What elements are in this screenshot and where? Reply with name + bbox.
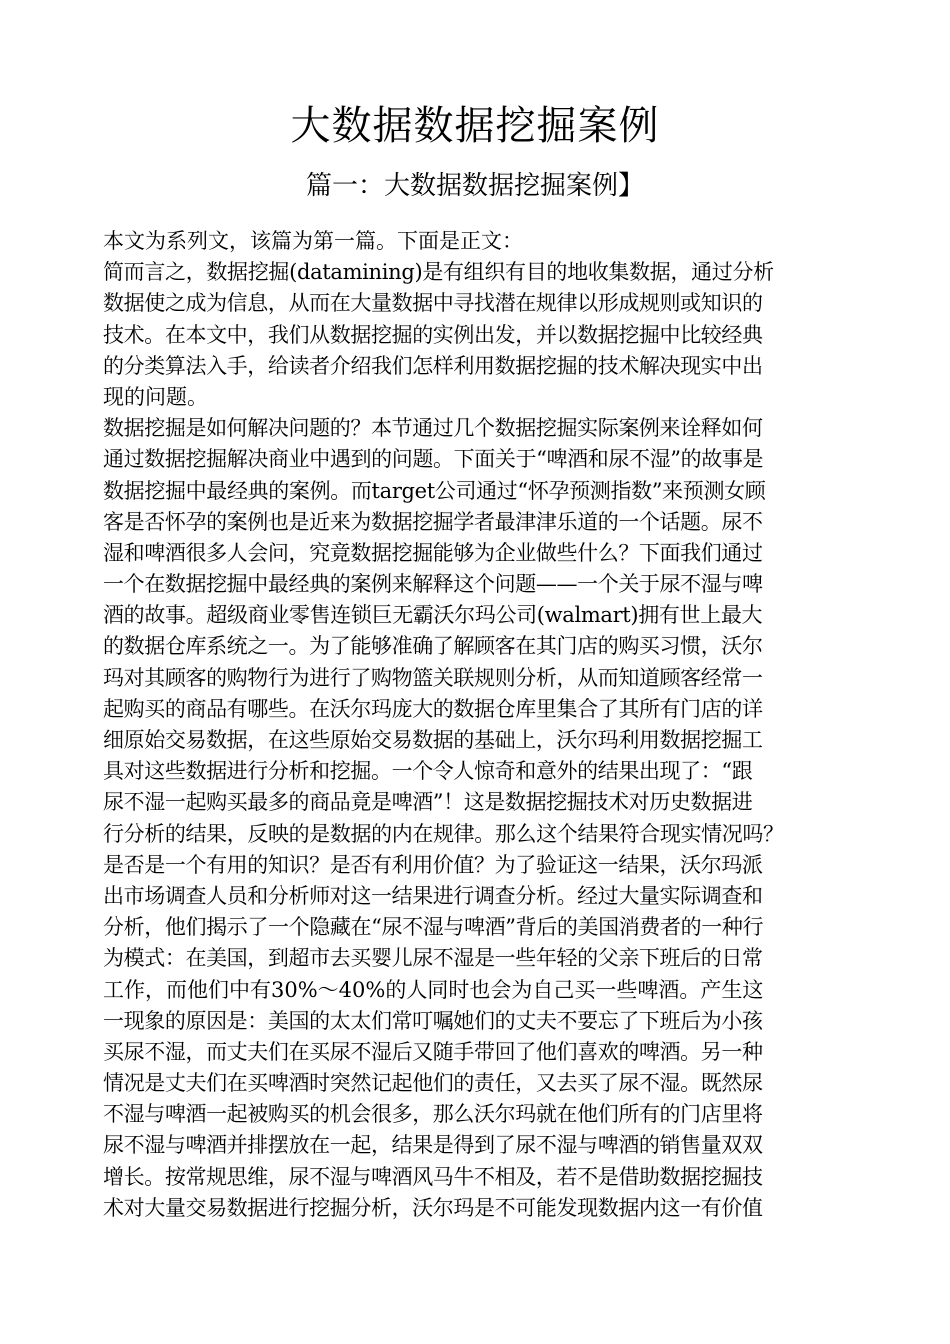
text-line: 的分类算法入手，给读者介绍我们怎样利用数据挖掘的技术解决现实中出 xyxy=(103,353,763,378)
text-line: 的数据仓库系统之一。为了能够准确了解顾客在其门店的购买习惯，沃尔 xyxy=(103,634,763,659)
text-line: 数据挖掘是如何解决问题的？本节通过几个数据挖掘实际案例来诠释如何 xyxy=(103,416,763,441)
text-line: 是否是一个有用的知识？是否有利用价值？为了验证这一结果，沃尔玛派 xyxy=(103,852,763,877)
text-line: 尿不湿与啤酒并排摆放在一起，结果是得到了尿不湿与啤酒的销售量双双 xyxy=(103,1133,763,1158)
text-line: 不湿与啤酒一起被购买的机会很多，那么沃尔玛就在他们所有的门店里将 xyxy=(103,1102,763,1127)
text-line: 尿不湿一起购买最多的商品竟是啤酒”！这是数据挖掘技术对历史数据进 xyxy=(103,790,753,815)
text-line: 技术。在本文中，我们从数据挖掘的实例出发，并以数据挖掘中比较经典 xyxy=(103,322,763,347)
text-line: 分析，他们揭示了一个隐藏在“尿不湿与啤酒”背后的美国消费者的一种行 xyxy=(103,915,764,940)
document-subtitle: 篇一：大数据数据挖掘案例】 xyxy=(305,171,644,201)
text-line: 本文为系列文，该篇为第一篇。下面是正文： xyxy=(103,229,523,253)
text-line: 为模式：在美国，到超市去买婴儿尿不湿是一些年轻的父亲下班后的日常 xyxy=(103,946,763,971)
text-line: 术对大量交易数据进行挖掘分析，沃尔玛是不可能发现数据内这一有价值 xyxy=(103,1195,763,1220)
text-line: 数据使之成为信息，从而在大量数据中寻找潜在规律以形成规则或知识的 xyxy=(103,291,763,316)
text-line: 客是否怀孕的案例也是近来为数据挖掘学者最津津乐道的一个话题。尿不 xyxy=(103,509,763,534)
text-line: 工作，而他们中有30%～40%的人同时也会为自己买一些啤酒。产生这 xyxy=(103,977,764,1002)
text-line: 具对这些数据进行分析和挖掘。一个令人惊奇和意外的结果出现了：“跟 xyxy=(103,759,753,784)
text-line: 玛对其顾客的购物行为进行了购物篮关联规则分析，从而知道顾客经常一 xyxy=(103,665,763,690)
text-line: 通过数据挖掘解决商业中遇到的问题。下面关于“啤酒和尿不湿”的故事是 xyxy=(103,447,764,472)
text-line: 增长。按常规思维，尿不湿与啤酒风马牛不相及，若不是借助数据挖掘技 xyxy=(103,1164,763,1189)
text-line: 现的问题。 xyxy=(103,384,208,409)
text-line: 买尿不湿，而丈夫们在买尿不湿后又随手带回了他们喜欢的啤酒。另一种 xyxy=(103,1039,763,1064)
text-line: 一个在数据挖掘中最经典的案例来解释这个问题——一个关于尿不湿与啤 xyxy=(103,572,763,597)
body-text xyxy=(103,226,863,1224)
text-line: 一现象的原因是：美国的太太们常叮嘱她们的丈夫不要忘了下班后为小孩 xyxy=(103,1008,763,1033)
document-title: 大数据数据挖掘案例 xyxy=(290,103,660,149)
text-line: 细原始交易数据，在这些原始交易数据的基础上，沃尔玛利用数据挖掘工 xyxy=(103,728,763,752)
text-line: 数据挖掘中最经典的案例。而target公司通过“怀孕预测指数”来预测女顾 xyxy=(103,478,766,503)
text-line: 出市场调查人员和分析师对这一结果进行调查分析。经过大量实际调查和 xyxy=(103,883,763,908)
text-line: 情况是丈夫们在买啤酒时突然记起他们的责任，又去买了尿不湿。既然尿 xyxy=(103,1071,763,1096)
text-line: 起购买的商品有哪些。在沃尔玛庞大的数据仓库里集合了其所有门店的详 xyxy=(103,696,763,721)
text-line: 行分析的结果，反映的是数据的内在规律。那么这个结果符合现实情况吗？ xyxy=(103,821,784,846)
text-line: 湿和啤酒很多人会问，究竟数据挖掘能够为企业做些什么？下面我们通过 xyxy=(103,540,763,565)
text-line: 酒的故事。超级商业零售连锁巨无霸沃尔玛公司(walmart)拥有世上最大 xyxy=(103,603,763,628)
text-line: 简而言之，数据挖掘(datamining)是有组织有目的地收集数据，通过分析 xyxy=(103,260,774,285)
